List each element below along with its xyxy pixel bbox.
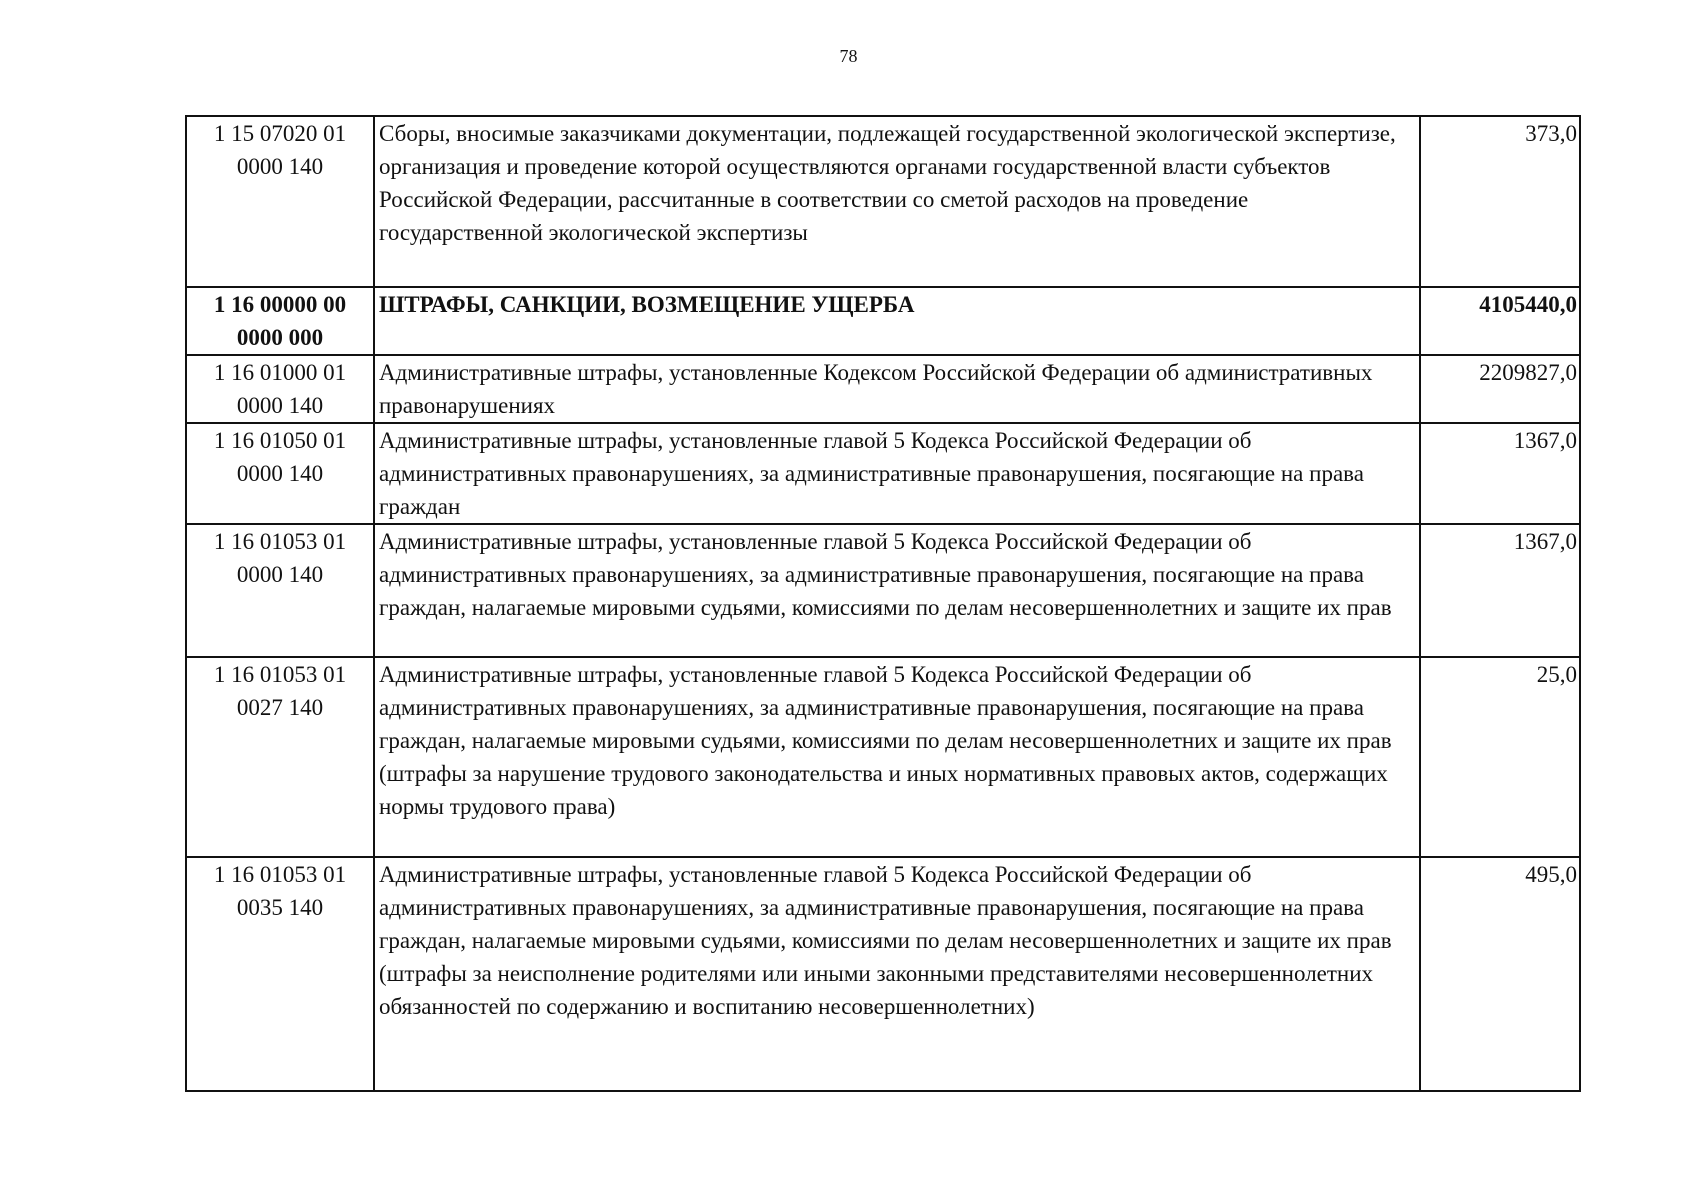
code-cell (186, 355, 374, 423)
code-cell (186, 423, 374, 524)
description-cell: Административные штрафы, установленные главой 5 Кодекса Российской Федерации об административных правонарушениях, за административные правонарушения, посягающие на права граждан, налагаемые мировыми судьями, комиссиями по делам несовершеннолетних и защите их прав (374, 524, 1420, 657)
code-line: 0000 000 (236, 325, 324, 350)
table-row (186, 423, 1580, 524)
description-cell: Административные штрафы, установленные Кодексом Российской Федерации об административных правонарушениях (374, 355, 1420, 423)
code-line: 0000 140 (236, 154, 324, 179)
amount-cell: 2209827,0 (1420, 355, 1580, 423)
page-number: 78 (839, 46, 858, 66)
code-cell (186, 657, 374, 857)
code-line: 1 16 01000 01 (213, 360, 347, 385)
amount-cell: 1367,0 (1420, 423, 1580, 524)
code-cell (186, 116, 374, 287)
description-cell: Сборы, вносимые заказчиками документации, подлежащей государственной экологической экспертизе, организация и проведение которой осуществляются органами государственной власти субъектов Российской Федерации, рассчитанные в соответствии со сметой расходов на проведение государственной экологической экспертизы (374, 116, 1420, 287)
description-cell: ШТРАФЫ, САНКЦИИ, ВОЗМЕЩЕНИЕ УЩЕРБА (374, 287, 1420, 355)
amount-cell: 495,0 (1420, 857, 1580, 1091)
code-line: 0000 140 (236, 562, 324, 587)
code-line: 0035 140 (236, 895, 324, 920)
amount-cell: 25,0 (1420, 657, 1580, 857)
table-row (186, 355, 1580, 423)
code-line: 1 16 00000 00 (213, 292, 347, 317)
table-row (186, 657, 1580, 857)
code-line: 1 16 01053 01 (213, 529, 347, 554)
revenue-table (185, 115, 1581, 1092)
code-line: 0000 140 (236, 393, 324, 418)
table-row (186, 287, 1580, 355)
code-line: 1 16 01053 01 (213, 662, 347, 687)
code-line: 1 16 01053 01 (213, 862, 347, 887)
code-line: 1 15 07020 01 (213, 121, 347, 146)
amount-cell: 373,0 (1420, 116, 1580, 287)
amount-cell: 1367,0 (1420, 524, 1580, 657)
code-cell (186, 857, 374, 1091)
code-cell (186, 524, 374, 657)
code-line: 0027 140 (236, 695, 324, 720)
description-cell: Административные штрафы, установленные главой 5 Кодекса Российской Федерации об административных правонарушениях, за административные правонарушения, посягающие на права граждан, налагаемые мировыми судьями, комиссиями по делам несовершеннолетних и защите их прав (штрафы за неисполнение родителями или иными законными представителями несовершеннолетних обязанностей по содержанию и воспитанию несовершеннолетних) (374, 857, 1420, 1091)
table-row (186, 524, 1580, 657)
code-line: 0000 140 (236, 461, 324, 486)
description-cell: Административные штрафы, установленные главой 5 Кодекса Российской Федерации об административных правонарушениях, за административные правонарушения, посягающие на права граждан, налагаемые мировыми судьями, комиссиями по делам несовершеннолетних и защите их прав (штрафы за нарушение трудового законодательства и иных нормативных правовых актов, содержащих нормы трудового права) (374, 657, 1420, 857)
code-cell (186, 287, 374, 355)
amount-cell: 4105440,0 (1420, 287, 1580, 355)
description-cell: Административные штрафы, установленные главой 5 Кодекса Российской Федерации об административных правонарушениях, за административные правонарушения, посягающие на права граждан (374, 423, 1420, 524)
code-line: 1 16 01050 01 (213, 428, 347, 453)
table-row (186, 116, 1580, 287)
table-row (186, 857, 1580, 1091)
